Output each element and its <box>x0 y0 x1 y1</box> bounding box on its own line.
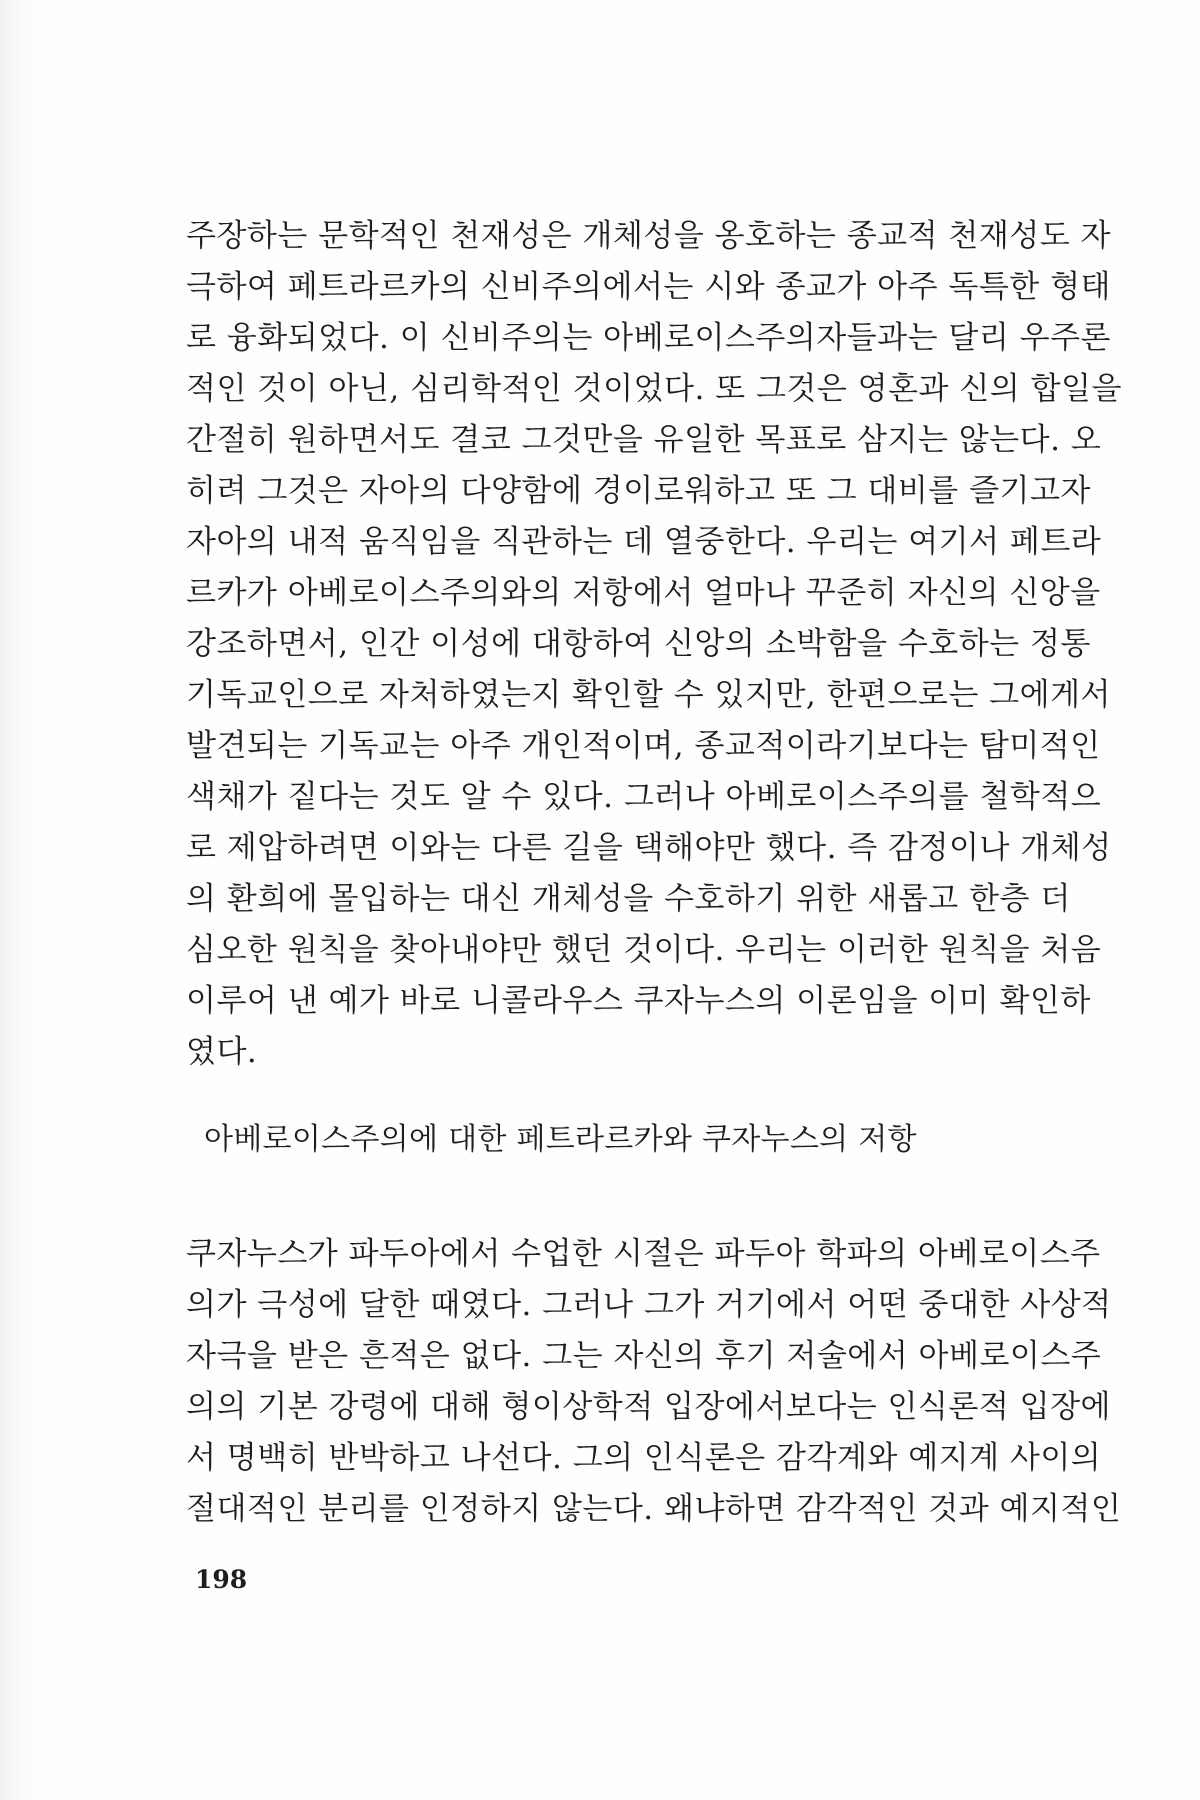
text-line: 기독교인으로 자처하였는지 확인할 수 있지만, 한편으로는 그에게서 <box>186 677 1111 713</box>
page-number: 198 <box>195 1565 248 1594</box>
text-line: 자극을 받은 흔적은 없다. 그는 자신의 후기 저술에서 아베로이스주 <box>186 1338 1102 1374</box>
text-line: 로 융화되었다. 이 신비주의는 아베로이스주의자들과는 달리 우주론 <box>186 320 1111 356</box>
text-line: 심오한 원칙을 찾아내야만 했던 것이다. 우리는 이러한 원칙을 처음 <box>186 932 1102 968</box>
text-line: 극하여 페트라르카의 신비주의에서는 시와 종교가 아주 독특한 형태 <box>186 269 1111 305</box>
text-line: 로 제압하려면 이와는 다른 길을 택해야만 했다. 즉 감정이나 개체성 <box>186 830 1112 866</box>
text-line: 적인 것이 아닌, 심리학적인 것이었다. 또 그것은 영혼과 신의 합일을 <box>186 371 1122 407</box>
section-heading: 아베로이스주의에 대한 페트라르카와 쿠자누스의 저항 <box>204 1122 917 1157</box>
text-line: 강조하면서, 인간 이성에 대항하여 신앙의 소박함을 수호하는 정통 <box>186 626 1091 662</box>
text-line: 색채가 짙다는 것도 알 수 있다. 그러나 아베로이스주의를 철학적으 <box>186 779 1102 815</box>
text-line: 의의 기본 강령에 대해 형이상학적 입장에서보다는 인식론적 입장에 <box>186 1389 1111 1425</box>
text-line: 의 환희에 몰입하는 대신 개체성을 수호하기 위한 새롭고 한층 더 <box>186 881 1071 917</box>
text-line: 였다. <box>186 1034 258 1070</box>
text-line: 쿠자누스가 파두아에서 수업한 시절은 파두아 학파의 아베로이스주 <box>186 1236 1101 1272</box>
text-line: 발견되는 기독교는 아주 개인적이며, 종교적이라기보다는 탐미적인 <box>186 728 1101 764</box>
text-line: 의가 극성에 달한 때였다. 그러나 그가 거기에서 어떤 중대한 사상적 <box>186 1287 1112 1323</box>
text-line: 서 명백히 반박하고 나선다. 그의 인식론은 감각계와 예지계 사이의 <box>186 1440 1102 1476</box>
text-line: 자아의 내적 움직임을 직관하는 데 열중한다. 우리는 여기서 페트라 <box>186 524 1102 560</box>
text-line: 주장하는 문학적인 천재성은 개체성을 옹호하는 종교적 천재성도 자 <box>186 218 1111 254</box>
paragraph-2 <box>186 1229 1122 1535</box>
text-line: 히려 그것은 자아의 다양함에 경이로워하고 또 그 대비를 즐기고자 <box>186 473 1091 509</box>
page-edge-shadow <box>0 0 40 1800</box>
text-line: 절대적인 분리를 인정하지 않는다. 왜냐하면 감각적인 것과 예지적인 <box>186 1491 1122 1527</box>
text-line: 이루어 낸 예가 바로 니콜라우스 쿠자누스의 이론임을 이미 확인하 <box>186 983 1091 1019</box>
text-line: 간절히 원하면서도 결코 그것만을 유일한 목표로 삼지는 않는다. 오 <box>186 422 1102 458</box>
paragraph-1 <box>186 211 1122 1078</box>
text-line: 르카가 아베로이스주의와의 저항에서 얼마나 꾸준히 자신의 신앙을 <box>186 575 1101 611</box>
